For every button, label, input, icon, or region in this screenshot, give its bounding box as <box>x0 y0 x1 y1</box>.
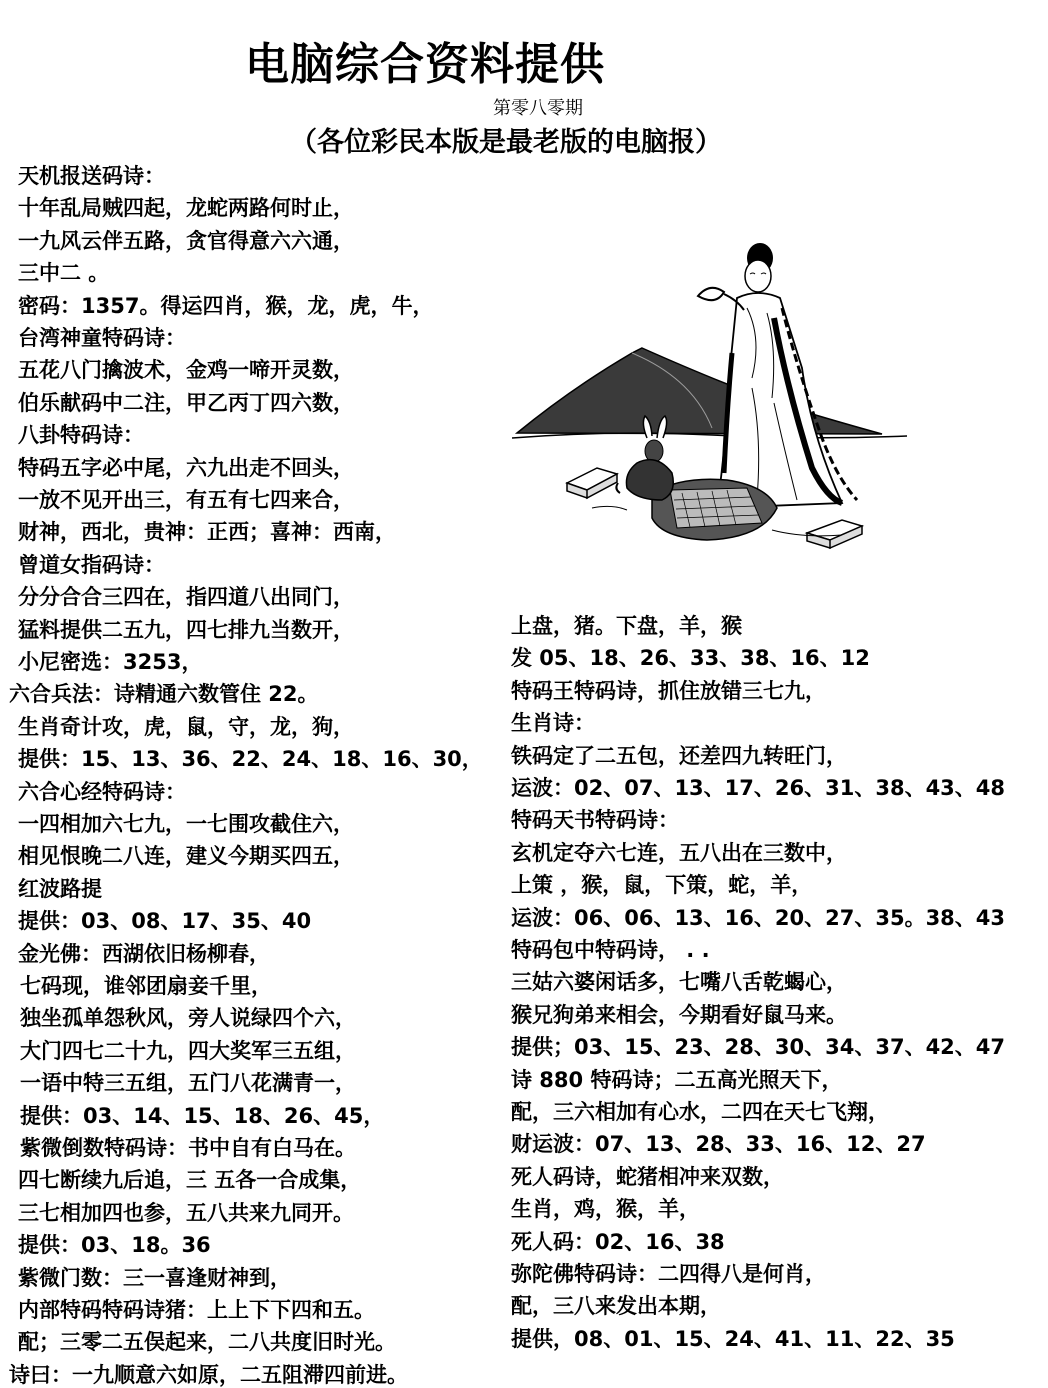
left-text-line: 三七相加四也参，五八共来九同开。 <box>18 1200 354 1225</box>
left-text-line: 特码五字必中尾，六九出走不回头， <box>18 455 354 480</box>
left-text-line: 内部特码特码诗猪：上上下下四和五。 <box>18 1298 375 1322</box>
lady-figure <box>698 243 857 508</box>
left-text-line: 台湾神童特码诗： <box>18 326 186 350</box>
left-text-line: 配；三零二五俣起来，二八共度旧时光。 <box>18 1330 396 1355</box>
issue-number: 第零八零期 <box>493 98 583 119</box>
left-text-line: 六合心经特码诗： <box>18 779 186 804</box>
left-text-line: 紫微倒数特码诗：书中自有白马在。 <box>20 1136 356 1160</box>
right-text-line: 死人码：02、16、38 <box>511 1229 725 1254</box>
left-text-line: 财神，西北，贵神：正西；喜神：西南， <box>18 520 396 545</box>
left-text-line: 提供：15、13、36、22、24、18、16、30， <box>18 747 483 772</box>
left-text-line: 红波路提 <box>18 876 102 901</box>
right-text-line: 配，三六相加有心水，二四在天七飞翔， <box>511 1100 889 1124</box>
right-text-line: 上策 ，猴，鼠，下策，蛇，羊， <box>511 873 813 898</box>
left-text-line: 三中二 。 <box>18 261 110 286</box>
right-text-line: 提供；03、15、23、28、30、34、37、42、47 <box>511 1035 1006 1060</box>
left-text-line: 一语中特三五组，五门八花满青一， <box>20 1071 356 1096</box>
right-text-line: 提供，08、01、15、24、41、11、22、35 <box>511 1326 955 1351</box>
right-text-line: 猴兄狗弟来相会，今期看好鼠马来。 <box>511 1002 847 1027</box>
left-text-line: 分分合合三四在，指四道八出同门， <box>18 585 354 610</box>
left-text-line: 八卦特码诗： <box>18 423 144 448</box>
left-text-line: 一放不见开出三，有五有七四来合， <box>18 488 354 512</box>
right-text-line: 弥陀佛特码诗：二四得八是何肖， <box>511 1262 826 1286</box>
right-text-line: 特码包中特码诗， . . <box>511 938 710 962</box>
right-text-line: 铁码定了二五包，还差四九转旺门， <box>511 743 847 768</box>
right-text-line: 生肖诗： <box>511 711 595 736</box>
left-text-line: 诗曰：一九顺意六如原，二五阻滞四前进。 <box>9 1362 408 1387</box>
right-text-line: 特码天书特码诗： <box>511 808 679 833</box>
left-text-line: 独坐孤单怨秋风，旁人说绿四个六， <box>20 1006 356 1031</box>
right-text-line: 财运波：07、13、28、33、16、12、27 <box>511 1132 926 1157</box>
lady-with-rabbit-and-go-board-illustration <box>512 238 912 568</box>
left-text-line: 猛料提供二五九，四七排九当数开， <box>18 617 354 642</box>
left-text-line: 十年乱局贼四起，龙蛇两路何时止， <box>18 196 354 221</box>
left-text-line: 提供：03、14、15、18、26、45， <box>20 1103 385 1128</box>
right-text-line: 上盘，猪。下盘，羊，猴 <box>511 614 742 638</box>
right-text-line: 发 05、18、26、33、38、16、12 <box>511 646 870 671</box>
left-text-line: 四七断续九后追，三 五各一合成集， <box>18 1168 362 1193</box>
left-text-line: 伯乐献码中二注，甲乙丙丁四六数， <box>18 390 354 415</box>
right-text-line: 三姑六婆闲话多，七嘴八舌乾蝎心， <box>511 970 847 995</box>
right-text-line: 运波：06、06、13、16、20、27、35。38、43 <box>511 905 1006 930</box>
left-text-line: 七码现，谁邻团扇妾千里， <box>20 974 272 998</box>
right-text-line: 特码王特码诗，抓住放错三七九， <box>511 678 826 703</box>
left-text-line: 金光佛：西湖依旧杨柳春， <box>18 941 270 966</box>
left-text-line: 六合兵法：诗精通六数管住 22。 <box>9 682 319 707</box>
mountain-shape <box>517 348 882 434</box>
right-text-line: 运波：02、07、13、17、26、31、38、43、48 <box>511 776 1006 800</box>
left-text-line: 大门四七二十九，四大奖军三五组， <box>20 1038 356 1063</box>
right-text-line: 死人码诗，蛇猪相冲来双数， <box>511 1164 784 1189</box>
left-text-line: 小尼密选：3253， <box>18 650 203 674</box>
right-text-line: 生肖，鸡，猴，羊， <box>511 1197 700 1222</box>
left-text-line: 一四相加六七九，一七围攻截住六， <box>18 812 354 836</box>
left-text-line: 天机报送码诗： <box>18 164 165 188</box>
left-text-line: 一九风云伴五路，贪官得意六六通， <box>18 228 354 253</box>
right-text-line: 玄机定夺六七连，五八出在三数中， <box>511 840 847 865</box>
left-text-line: 曾道女指码诗： <box>18 552 165 577</box>
page-subtitle: （各位彩民本版是最老版的电脑报） <box>290 127 722 158</box>
right-text-line: 配，三八来发出本期， <box>511 1294 721 1319</box>
left-text-line: 紫微门数：三一喜逢财神到， <box>18 1265 291 1290</box>
left-text-line: 提供：03、18。36 <box>18 1233 211 1258</box>
left-text-line: 生肖奇计攻，虎，鼠，守，龙，狗， <box>18 714 354 739</box>
left-text-line: 密码：1357。得运四肖，猴，龙，虎，牛， <box>18 293 434 318</box>
left-text-line: 提供：03、08、17、35、40 <box>18 909 312 934</box>
left-text-line: 相见恨晚二八连，建义今期买四五， <box>18 844 354 869</box>
page-title: 电脑综合资料提供 <box>245 39 605 90</box>
right-text-line: 诗 880 特码诗；二五高光照天下， <box>511 1067 843 1092</box>
left-text-line: 五花八门擒波术，金鸡一啼开灵数， <box>18 358 354 383</box>
